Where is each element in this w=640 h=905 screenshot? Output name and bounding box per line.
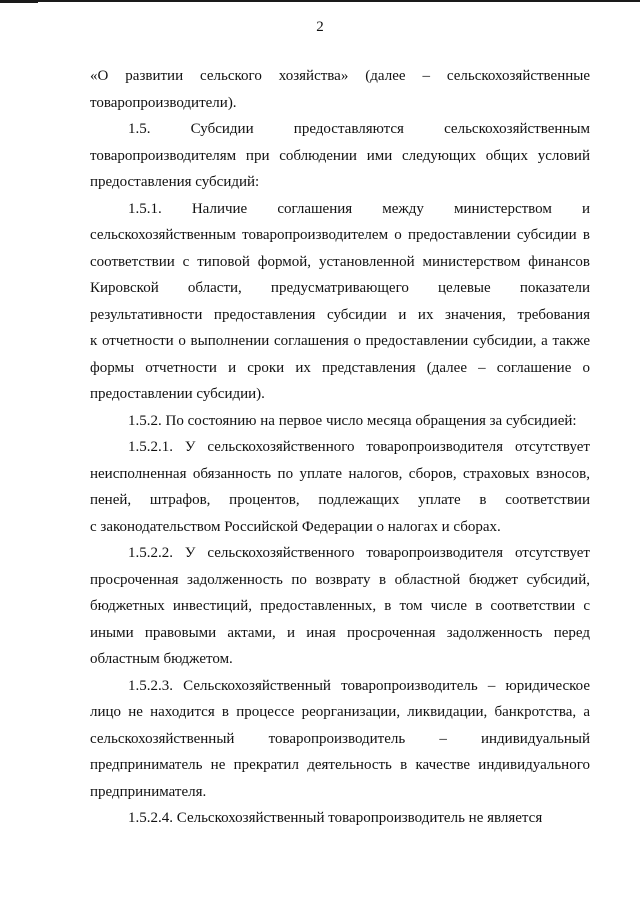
text-line: иными правовыми актами, и иная просроченная задолженность перед: [90, 624, 590, 641]
text-line: просроченная задолженность по возврату в областной бюджет субсидий,: [90, 571, 590, 588]
text-line: к отчетности о выполнении соглашения о предоставлении субсидии, а также: [90, 333, 590, 349]
paragraph-7: [90, 673, 590, 806]
text-line: «О развитии сельского хозяйства» (далее – сельскохозяйственные: [90, 68, 590, 84]
text-line: лицо не находится в процессе реорганизации, ликвидации, банкротства, а: [90, 704, 590, 720]
top-border-rule-accent: [0, 2, 38, 3]
text-line: областным бюджетом.: [90, 651, 233, 667]
text-line: 1.5.2. По состоянию на первое число месяца обращения за субсидией:: [128, 412, 577, 429]
paragraph-2: [90, 116, 590, 196]
text-line: 1.5.2.2. У сельскохозяйственного товаропроизводителя отсутствует: [128, 545, 590, 561]
text-line: сельскохозяйственным товаропроизводителем о предоставлении субсидии в: [90, 227, 590, 243]
text-line: с законодательством Российской Федерации о налогах и сборах.: [90, 518, 501, 535]
text-line: 1.5.1. Наличие соглашения между министерством и: [128, 200, 590, 217]
paragraph-1: [90, 63, 590, 116]
paragraph-5: [90, 434, 590, 540]
paragraph-6: [90, 540, 590, 673]
text-line: формы отчетности и сроки их представления (далее – соглашение о: [90, 359, 590, 376]
paragraph-4: [90, 408, 590, 435]
text-line: Кировской области, предусматривающего целевые показатели: [90, 280, 590, 296]
text-line: сельскохозяйственный товаропроизводитель – индивидуальный: [90, 730, 590, 747]
text-line: 1.5. Субсидии предоставляются сельскохозяйственным: [128, 121, 590, 137]
page-number: 2: [316, 19, 324, 35]
text-line: результативности предоставления субсидии и их значения, требования: [90, 306, 590, 323]
text-line: 1.5.2.3. Сельскохозяйственный товаропроизводитель – юридическое: [128, 677, 590, 694]
text-line: неисполненная обязанность по уплате налогов, сборов, страховых взносов,: [90, 465, 590, 482]
text-line: предпринимателя.: [90, 783, 207, 800]
text-line: соответствии с типовой формой, установленной министерством финансов: [90, 253, 590, 270]
text-line: предоставлении субсидии).: [90, 386, 265, 402]
text-line: предприниматель не прекратил деятельность в качестве индивидуального: [90, 757, 590, 773]
paragraph-8: [90, 805, 590, 832]
text-line: 1.5.2.4. Сельскохозяйственный товаропроизводитель не является: [128, 810, 543, 826]
top-border-rule: [0, 0, 640, 2]
paragraph-3: [90, 196, 590, 408]
document-body: [90, 63, 590, 832]
text-line: товаропроизводители).: [90, 94, 237, 111]
text-line: пеней, штрафов, процентов, подлежащих уплате в соответствии: [90, 492, 590, 508]
text-line: предоставления субсидий:: [90, 174, 260, 190]
text-line: бюджетных инвестиций, предоставленных, в том числе в соответствии с: [90, 598, 590, 614]
text-line: товаропроизводителям при соблюдении ими следующих общих условий: [90, 147, 590, 164]
text-line: 1.5.2.1. У сельскохозяйственного товаропроизводителя отсутствует: [128, 439, 590, 455]
